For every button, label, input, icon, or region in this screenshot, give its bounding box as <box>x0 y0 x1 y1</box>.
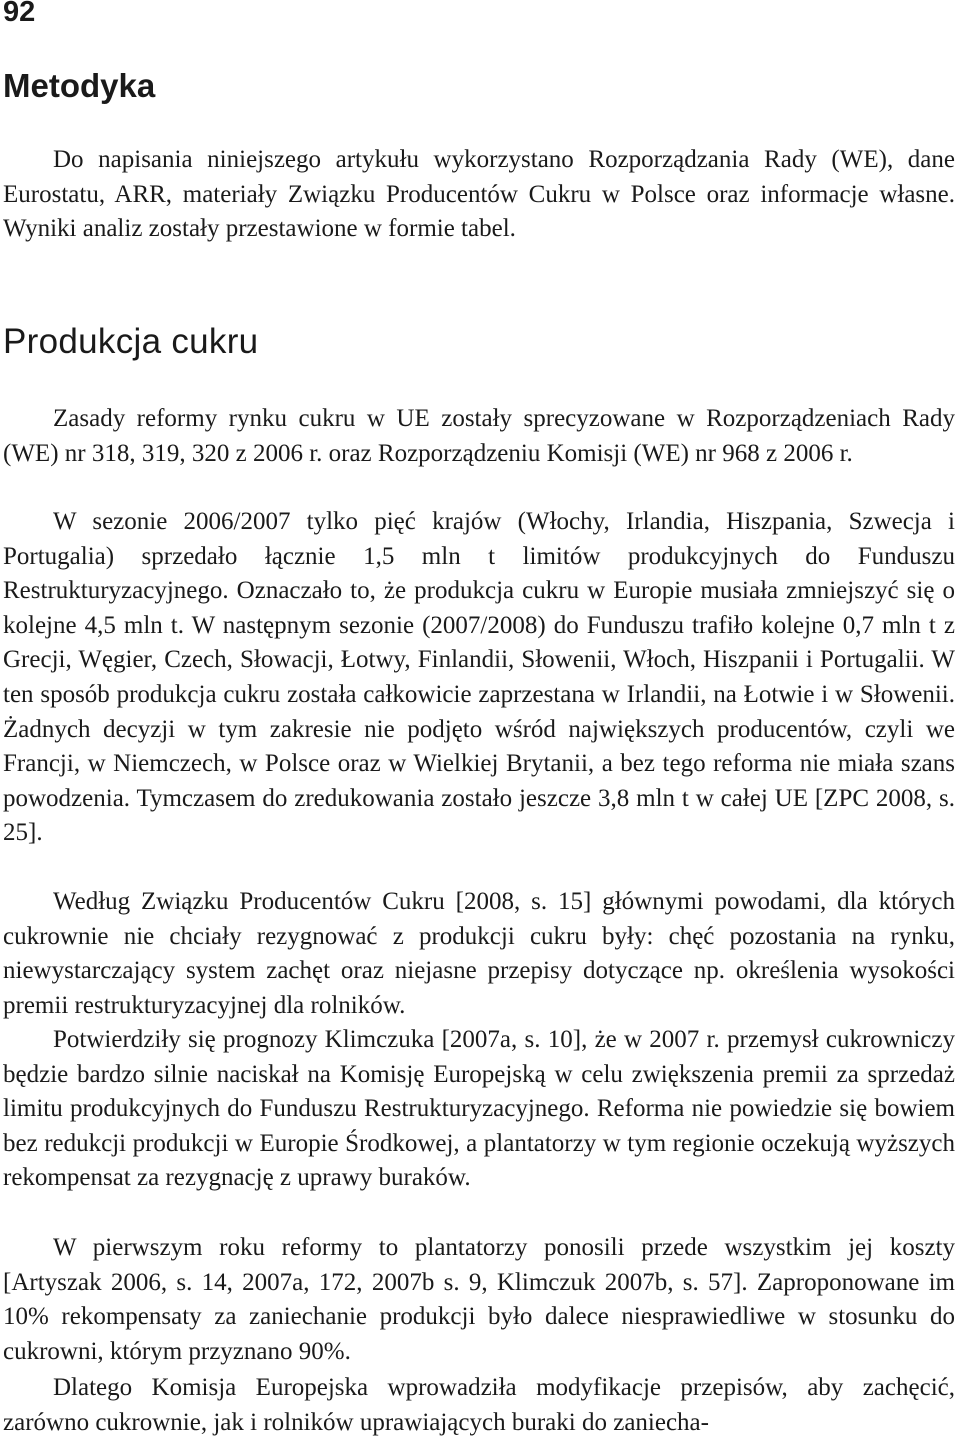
paragraph-produkcja-3: Według Związku Producentów Cukru [2008, s. 15] głównymi powodami, dla których cukrownie nie chciały rezygnować z produkcji cukru były: chęć pozostania na rynku, niewystarczający system zachęt oraz niejasne przepisy dotyczące np. określenia wysokości premii restrukturyzacyjnej dla rolników. <box>3 888 955 1019</box>
paragraph-metodyka-1: Do napisania niniejszego artykułu wykorzystano Rozporządzania Rady (WE), dane Eurostatu, ARR, materiały Związku Producentów Cukru w Polsce oraz informacje własne. Wyniki analiz zostały przestawione w formie tabel. <box>3 146 955 243</box>
paragraph-produkcja-4: Potwierdziły się prognozy Klimczuka [2007a, s. 10], że w 2007 r. przemysł cukrowniczy będzie bardzo silnie naciskał na Komisję Europejską w celu zwiększenia premii za sprzedaż limitu produkcyjnych do Funduszu Restrukturyzacyjnego. Reforma nie powiedzie się bowiem bez redukcji produkcji w Europie Środkowej, a plantatorzy w tym regionie oczekują wyższych rekompensat za rezygnację z uprawy buraków. <box>3 1026 955 1192</box>
section-heading-produkcja-cukru: Produkcja cukru <box>3 322 259 361</box>
paragraph-produkcja-6: Dlatego Komisja Europejska wprowadziła modyfikacje przepisów, aby zachęcić, zarówno cukrownie, jak i rolników uprawiających buraki do zaniecha- <box>3 1374 955 1436</box>
section-heading-metodyka: Metodyka <box>3 67 156 104</box>
page-number: 92 <box>3 0 36 28</box>
paragraph-produkcja-2: W sezonie 2006/2007 tylko pięć krajów (Włochy, Irlandia, Hiszpania, Szwecja i Portugalia) sprzedało łącznie 1,5 mln t limitów produkcyjnych do Funduszu Restrukturyzacyjnego. Oznaczało to, że produkcja cukru w Europie musiała zmniejszyć się o kolejne 4,5 mln t. W następnym sezonie (2007/2008) do Funduszu trafiło kolejne 0,7 mln t z Grecji, Węgier, Czech, Słowacji, Łotwy, Finlandii, Słowenii, Włoch, Hiszpanii i Portugalii. W ten sposób produkcja cukru została całkowicie zaprzestana w Irlandii, na Łotwie i w Słowenii. Żadnych decyzji w tym zakresie nie podjęto wśród największych producentów, czyli we Francji, w Niemczech, w Polsce oraz w Wielkiej Brytanii, a bez tego reforma nie miała szans powodzenia. Tymczasem do zredukowania zostało jeszcze 3,8 mln t w całej UE [ZPC 2008, s. 25]. <box>3 508 955 847</box>
paragraph-produkcja-1: Zasady reformy rynku cukru w UE zostały sprecyzowane w Rozporządzeniach Rady (WE) nr 318, 319, 320 z 2006 r. oraz Rozporządzeniu Komisji (WE) nr 968 z 2006 r. <box>3 405 955 467</box>
paragraph-produkcja-5: W pierwszym roku reformy to plantatorzy ponosili przede wszystkim jej koszty [Artyszak 2006, s. 14, 2007a, 172, 2007b s. 9, Klimczuk 2007b, s. 57]. Zaproponowane im 10% rekompensaty za zaniechanie produkcji było dalece niesprawiedliwe w stosunku do cukrowni, którym przyznano 90%. <box>3 1234 955 1365</box>
